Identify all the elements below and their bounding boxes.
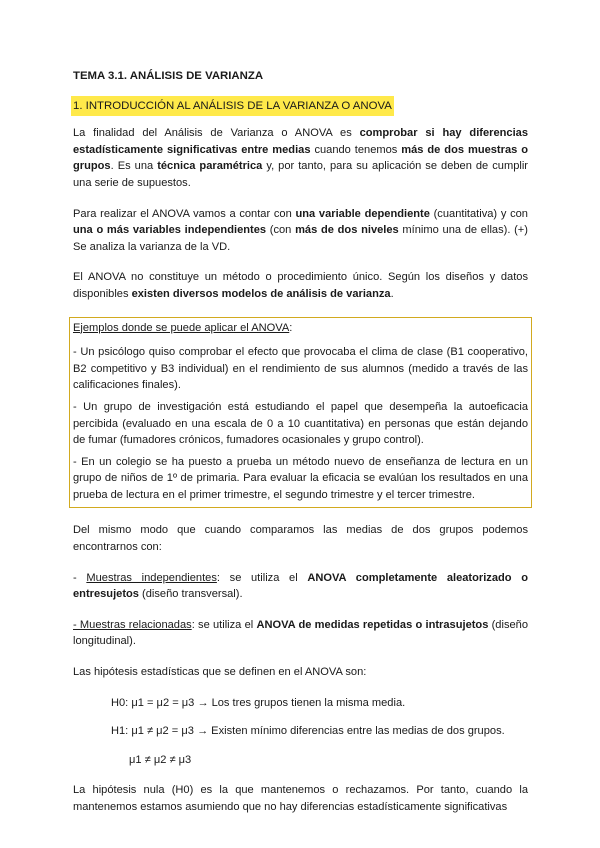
page-title: TEMA 3.1. ANÁLISIS DE VARIANZA [73, 70, 264, 82]
paragraph-null-hypothesis: La hipótesis nula (H0) es la que mantenemos o rechazamos. Por tanto, cuando la mantenemos estamos asumiendo que no hay diferencias estadísticamente significativas [73, 784, 528, 813]
example-item: - Un grupo de investigación está estudiando el papel que desempeña la autoeficacia percibida (evaluado en una escala de 0 a 10 cuantitativa) en personas que están dejando de fumar (fumadores crónicos, fumadores ocasionales y grupo control). [73, 400, 528, 447]
paragraph-models: El ANOVA no constituye un método o procedimiento único. Según los diseños y datos disponibles existen diversos modelos de análisis de varianza. [73, 271, 528, 300]
paragraph-hypotheses-intro: Las hipótesis estadísticas que se definen en el ANOVA son: [73, 666, 367, 679]
example-item: - Un psicólogo quiso comprobar el efecto que provocaba el clima de clase (B1 cooperativo, B2 competitivo y B3 individual) en el rendimiento de sus alumnos (medido a través de las calificaciones finales). [73, 346, 528, 392]
examples-box [69, 317, 532, 509]
paragraph-intro: La finalidad del Análisis de Varianza o ANOVA es comprobar si hay diferencias estadísticamente significativas entre medias cuando tenemos más de dos muestras o grupos. Es una técnica paramétrica y, por tanto, para su aplicación se deben de cumplir una serie de supuestos. [73, 127, 529, 189]
section-heading: 1. INTRODUCCIÓN AL ANÁLISIS DE LA VARIANZA O ANOVA [71, 96, 394, 117]
hypothesis-alternative: H1: μ1 ≠ μ2 = μ3 → Existen mínimo diferencias entre las medias de dos grupos. [111, 725, 505, 738]
examples-heading: Ejemplos donde se puede aplicar el ANOVA: [73, 321, 293, 334]
hypothesis-alternative-variant: μ1 ≠ μ2 ≠ μ3 [129, 753, 192, 766]
example-item: - En un colegio se ha puesto a prueba un método nuevo de enseñanza de lectura en un grupo de niños de 1º de primaria. Para evaluar la eficacia se evalúan los resultados en una prueba de lectura en el primer trimestre, el segundo trimestre y el tercer trimestre. [73, 455, 528, 501]
paragraph-samples-intro: Del mismo modo que cuando comparamos las medias de dos grupos podemos encontrarnos con: [73, 524, 528, 554]
hypothesis-null: H0: μ1 = μ2 = μ3 → Los tres grupos tienen la misma media. [111, 696, 406, 709]
document-page [73, 68, 528, 830]
paragraph-related-samples: - Muestras relacionadas: se utiliza el ANOVA de medidas repetidas o intrasujetos (diseño longitudinal). [73, 618, 528, 648]
paragraph-variables: Para realizar el ANOVA vamos a contar con una variable dependiente (cuantitativa) y con una o más variables independientes (con más de dos niveles mínimo una de ellas). (+) Se analiza la varianza de la VD. [73, 207, 528, 253]
paragraph-independent-samples: - Muestras independientes: se utiliza el ANOVA completamente aleatorizado o entresujetos (diseño transversal). [73, 571, 529, 601]
